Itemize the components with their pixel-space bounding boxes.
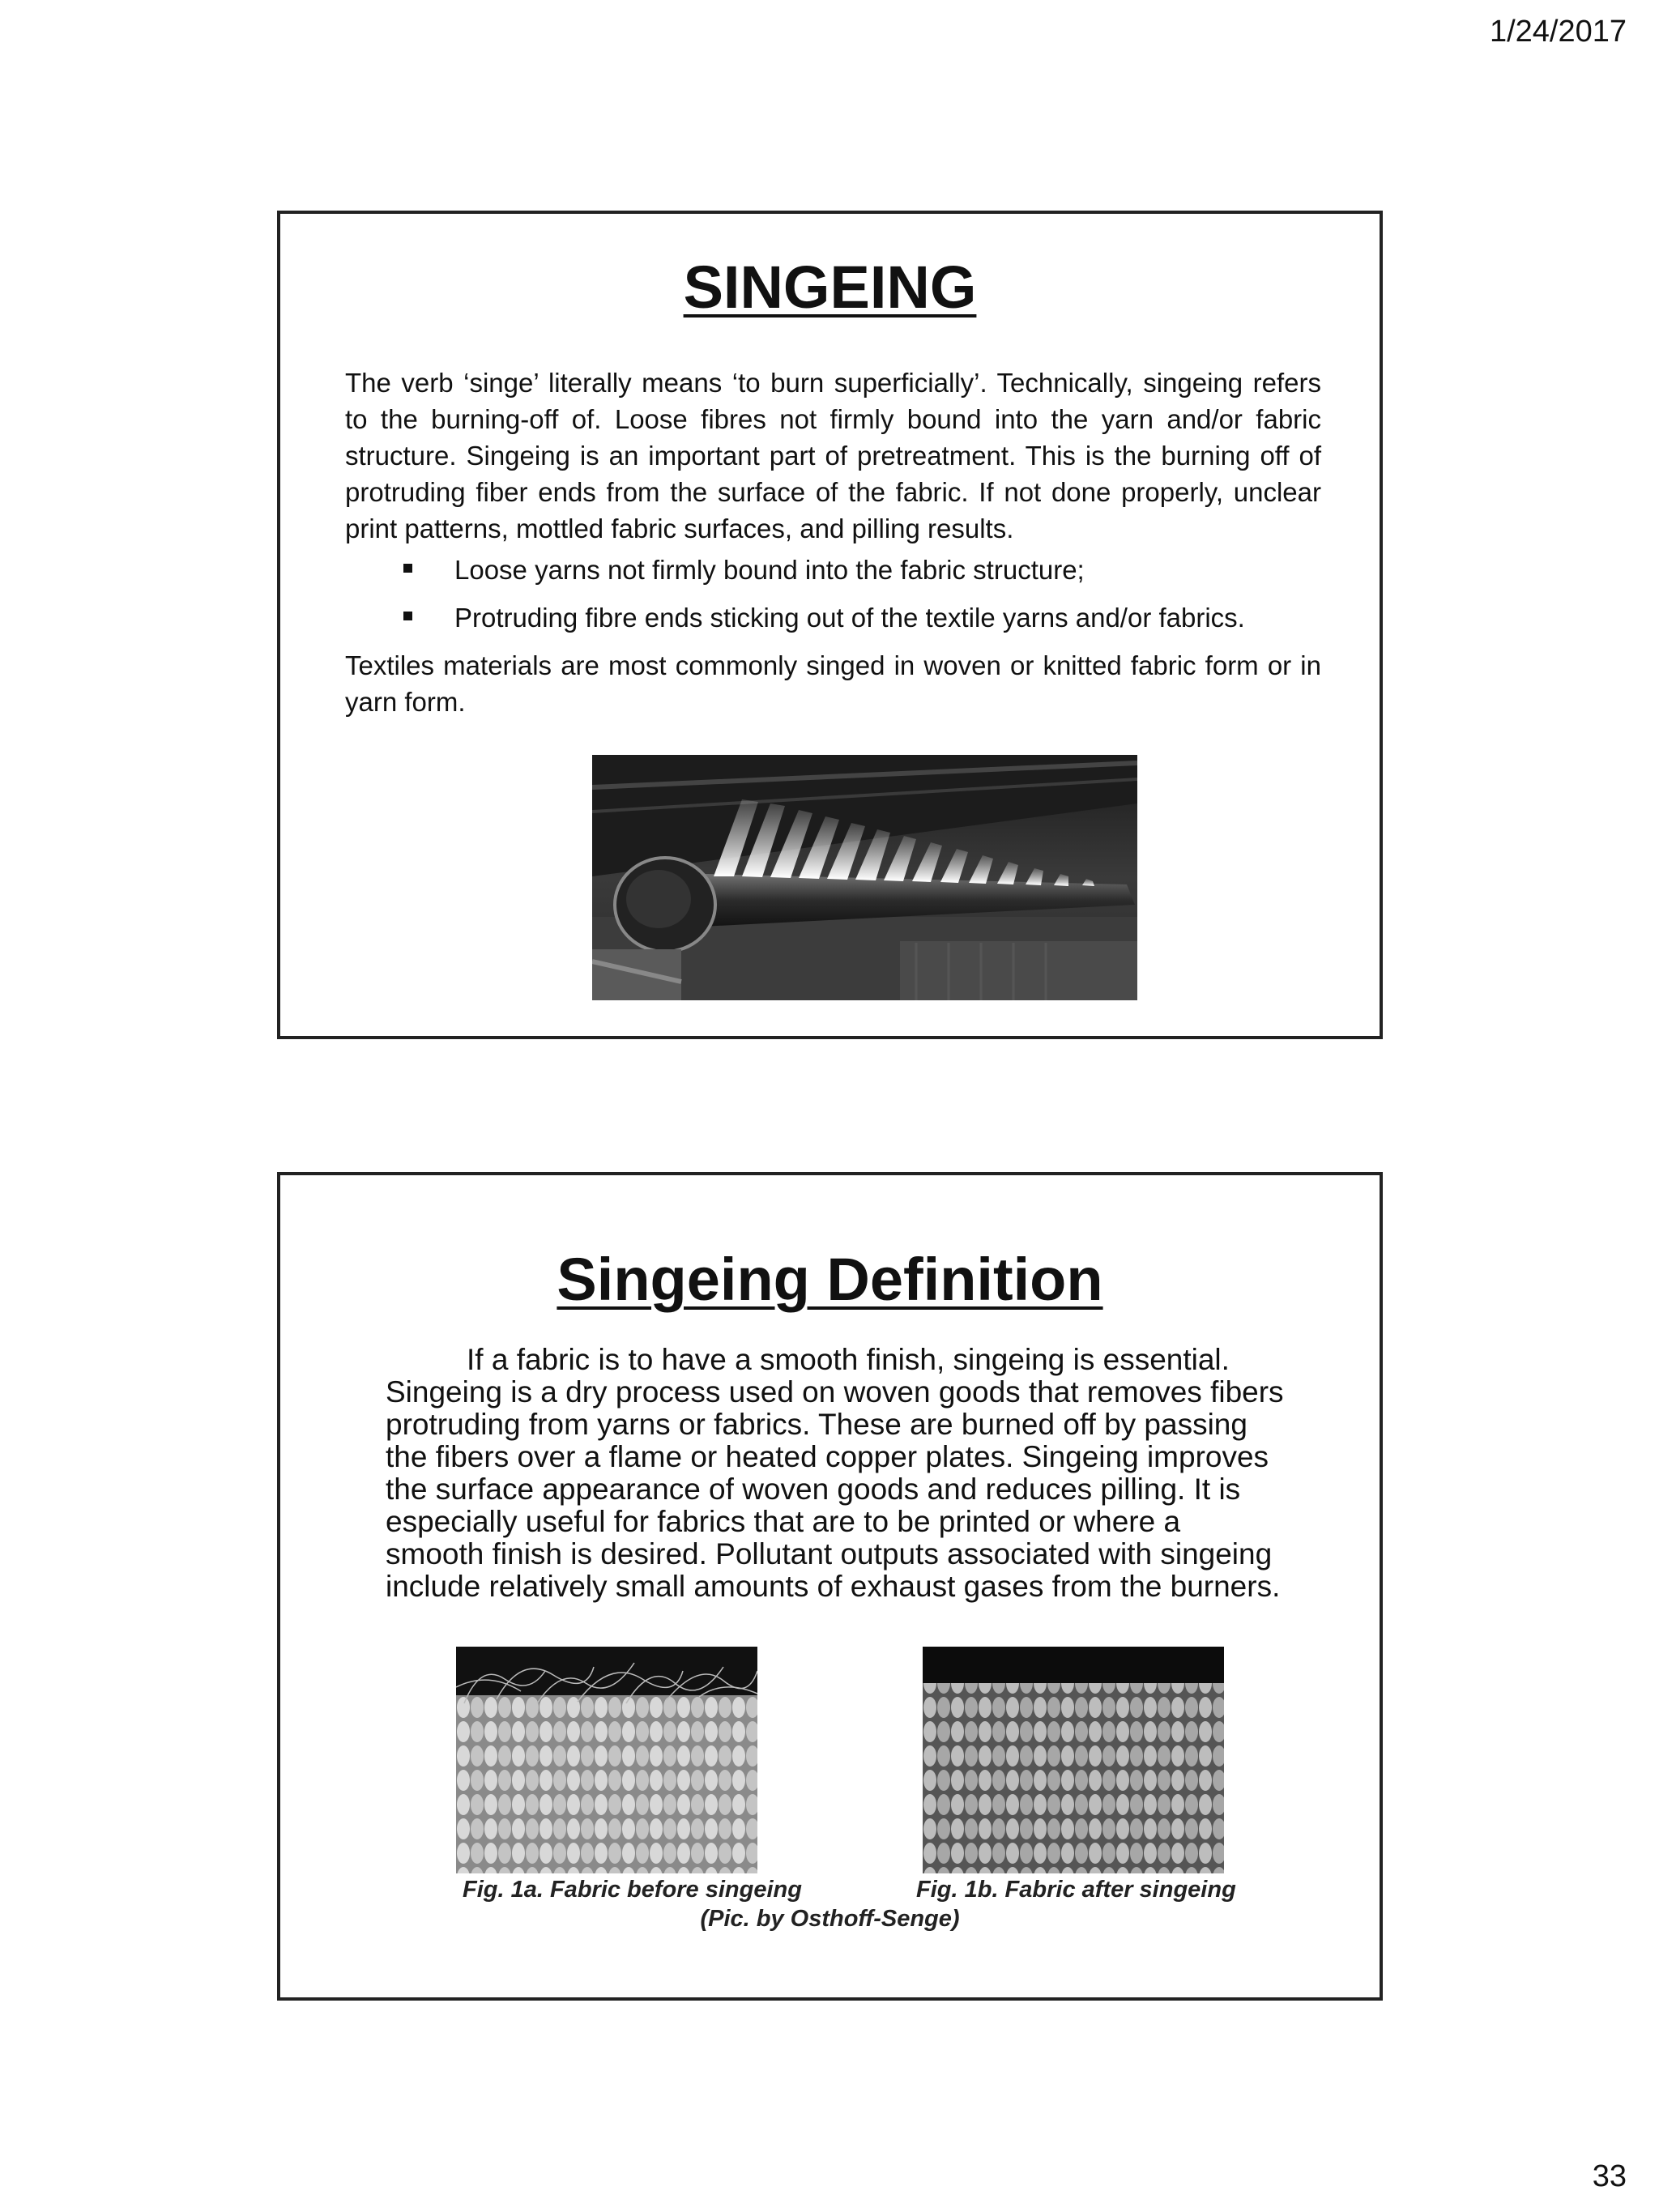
fabric-after-singeing-photo <box>923 1647 1224 1873</box>
fabric-before-singeing-photo <box>456 1647 757 1873</box>
slide-title: Singeing Definition <box>557 1246 1103 1313</box>
text-line: the fibers over a flame or heated copper plates. Singeing improves <box>386 1440 1269 1473</box>
text-line: include relatively small amounts of exhaust gases from the burners. <box>386 1570 1281 1603</box>
paragraph-forms: Textiles materials are most commonly singed in woven or knitted fabric form or in yarn form. <box>345 650 1321 717</box>
figure-credit: (Pic. by Osthoff-Senge) <box>700 1906 960 1932</box>
figure-caption-after: Fig. 1b. Fabric after singeing <box>916 1877 1236 1903</box>
text-line: especially useful for fabrics that are to be printed or where a <box>386 1505 1181 1538</box>
page-number: 33 <box>1592 2159 1627 2193</box>
slide-singeing <box>277 211 1383 1039</box>
slide-title: SINGEING <box>683 254 977 321</box>
square-bullet-icon <box>403 612 412 620</box>
slide-singeing-definition <box>277 1172 1383 2001</box>
square-bullet-icon <box>403 564 412 573</box>
text-line: If a fabric is to have a smooth finish, singeing is essential. <box>467 1343 1230 1376</box>
bullet-item <box>345 552 1321 588</box>
slide-body <box>345 364 1321 720</box>
singeing-machine-photo <box>592 755 1137 1000</box>
text-line: smooth finish is desired. Pollutant outputs associated with singeing <box>386 1537 1273 1571</box>
bullet-text: Loose yarns not firmly bound into the fabric structure; <box>454 555 1085 585</box>
text-line: Singeing is a dry process used on woven goods that removes fibers <box>386 1375 1284 1409</box>
paragraph-intro: The verb ‘singe’ literally means ‘to burn superficially’. Technically, singeing refers to the burning-off of. Loose fibres not firmly bound into the yarn and/or fabric structure. Singeing is an important part of pretreatment. This is the burning off of protruding fiber ends from the surface of the fabric. If not done properly, unclear print patterns, mottled fabric surfaces, and pilling results. <box>345 368 1321 543</box>
bullet-item <box>345 599 1321 636</box>
bullet-list <box>345 552 1321 636</box>
text-line: the surface appearance of woven goods and reduces pilling. It is <box>386 1473 1241 1506</box>
page-date: 1/24/2017 <box>1489 15 1627 49</box>
slide-body <box>386 1344 1317 1603</box>
figure-caption-before: Fig. 1a. Fabric before singeing <box>463 1877 802 1903</box>
text-line: protruding from yarns or fabrics. These are burned off by passing <box>386 1408 1247 1441</box>
bullet-text: Protruding fibre ends sticking out of the textile yarns and/or fabrics. <box>454 603 1245 633</box>
